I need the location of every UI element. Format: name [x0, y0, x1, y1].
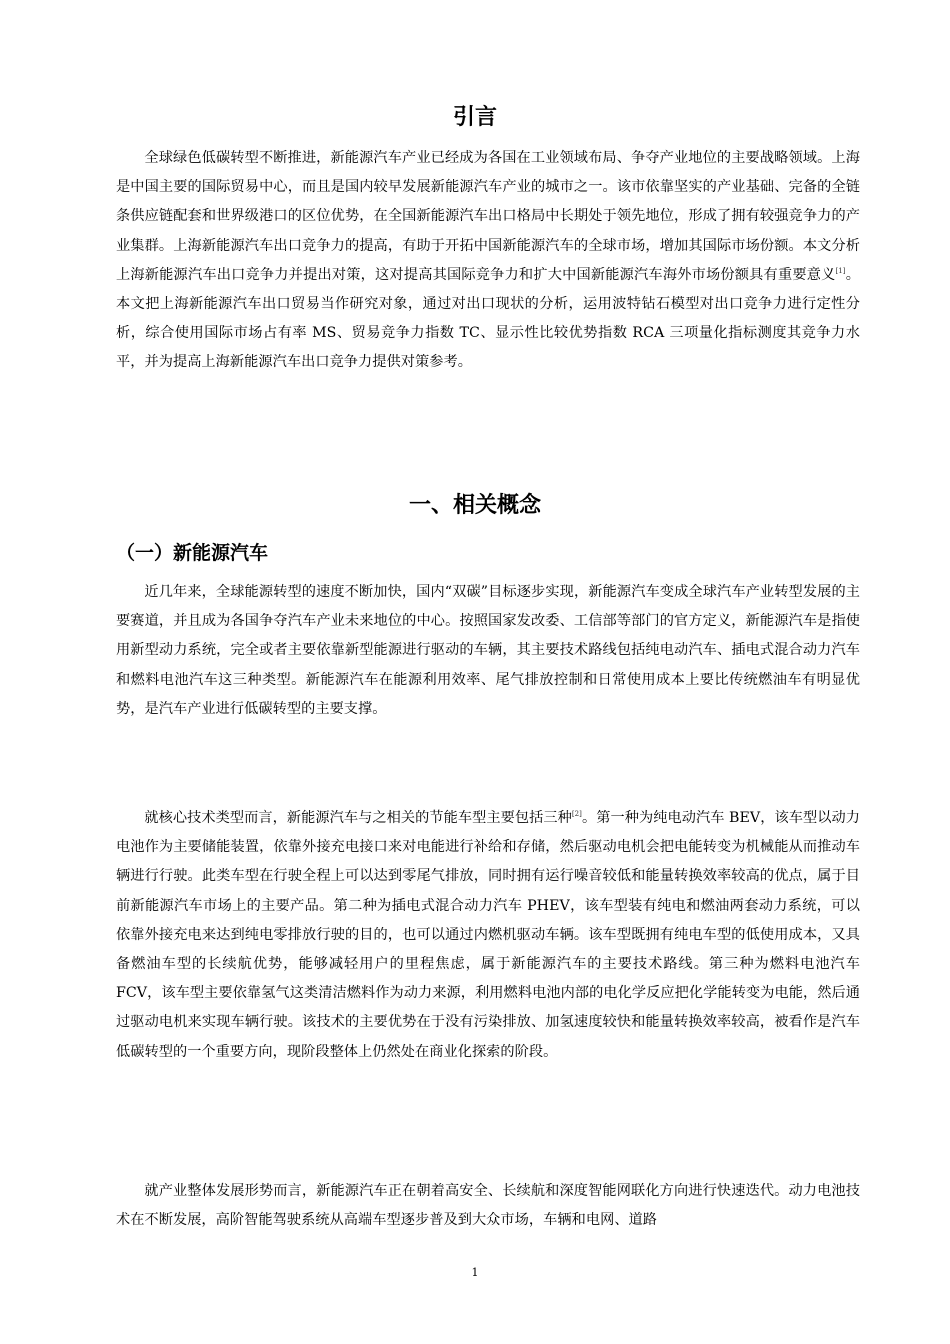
section-1-heading: 一、相关概念	[408, 493, 541, 518]
paragraph-industry-trend: 就产业整体发展形势而言，新能源汽车正在朝着高安全、长续航和深度智能网联化方向进行快速迭代。动力电池技术在不断发展，高阶智能驾驶系统从高端车型逐步普及到大众市场，车辆和电网、道路	[116, 1183, 860, 1229]
intro-paragraph-text-b: 。本文把上海新能源汽车出口贸易当作研究对象，通过对出口现状的分析，运用波特钻石模型对出口竞争力进行定性分析，综合使用国际市场占有率 MS、贸易竞争力指数 TC、显示性比较优势指数 RCA 三项量化指标测度其竞争力水平，并为提高上海新能源汽车出口竞争力提供对策参考。	[116, 266, 860, 371]
paragraph-tech-types-text-b: 。第一种为纯电动汽车 BEV，该车型以动力电池作为主要储能装置，依靠外接充电接口来对电能进行补给和存储，然后驱动电机会把电能转变为机械能从而推动车辆进行行驶。此类车型在行驶全程上可以达到零尾气排放，同时拥有运行噪音较低和能量转换效率较高的优点，属于目前新能源汽车市场上的主要产品。第二种为插电式混合动力汽车 PHEV，该车型装有纯电和燃油两套动力系统，可以依靠外接充电来达到纯电零排放行驶的目的，也可以通过内燃机驱动车辆。该车型既拥有纯电车型的低使用成本，又具备燃油车型的长续航优势，能够减轻用户的里程焦虑，属于新能源汽车的主要技术路线。第三种为燃料电池汽车 FCV，该车型主要依靠氢气这类清洁燃料作为动力来源，利用燃料电池内部的电化学反应把化学能转变为电能，然后通过驱动电机来实现车辆行驶。该技术的主要优势在于没有污染排放、加氢速度较快和能量转换效率较高，被看作是汽车低碳转型的一个重要方向，现阶段整体上仍然处在商业化探索的阶段。	[116, 810, 860, 1060]
citation-ref-2[interactable]: [2]	[571, 810, 582, 818]
paragraph-tech-types-text-a: 就核心技术类型而言，新能源汽车与之相关的节能车型主要包括三种	[144, 810, 572, 826]
paragraph-nev-definition: 近几年来，全球能源转型的速度不断加快，国内“双碳”目标逐步实现，新能源汽车变成全球汽车产业转型发展的主要赛道，并且成为各国争夺汽车产业未来地位的中心。按照国家发改委、工信部等部门的官方定义，新能源汽车是指使用新型动力系统，完全或者主要依靠新型能源进行驱动的车辆，其主要技术路线包括纯电动汽车、插电式混合动力汽车和燃料电池汽车这三种类型。新能源汽车在能源利用效率、尾气排放控制和日常使用成本上要比传统燃油车有明显优势，是汽车产业进行低碳转型的主要支撑。	[116, 584, 860, 717]
paragraph-tech-types	[116, 804, 860, 1067]
page-number: 1	[471, 1266, 479, 1279]
intro-paragraph	[116, 144, 860, 378]
subsection-1-heading: （一）新能源汽车	[116, 542, 269, 564]
citation-ref-1[interactable]: [1]	[835, 266, 846, 275]
intro-paragraph-text-a: 全球绿色低碳转型不断推进，新能源汽车产业已经成为各国在工业领域布局、争夺产业地位的主要战略领域。上海是中国主要的国际贸易中心，而且是国内较早发展新能源汽车产业的城市之一。该市依靠坚实的产业基础、完备的全链条供应链配套和世界级港口的区位优势，在全国新能源汽车出口格局中长期处于领先地位，形成了拥有较强竞争力的产业集群。上海新能源汽车出口竞争力的提高，有助于开拓中国新能源汽车的全球市场，增加其国际市场份额。本文分析上海新能源汽车出口竞争力并提出对策，这对提高其国际竞争力和扩大中国新能源汽车海外市场份额具有重要意义	[116, 150, 860, 283]
intro-heading: 引言	[452, 105, 497, 130]
